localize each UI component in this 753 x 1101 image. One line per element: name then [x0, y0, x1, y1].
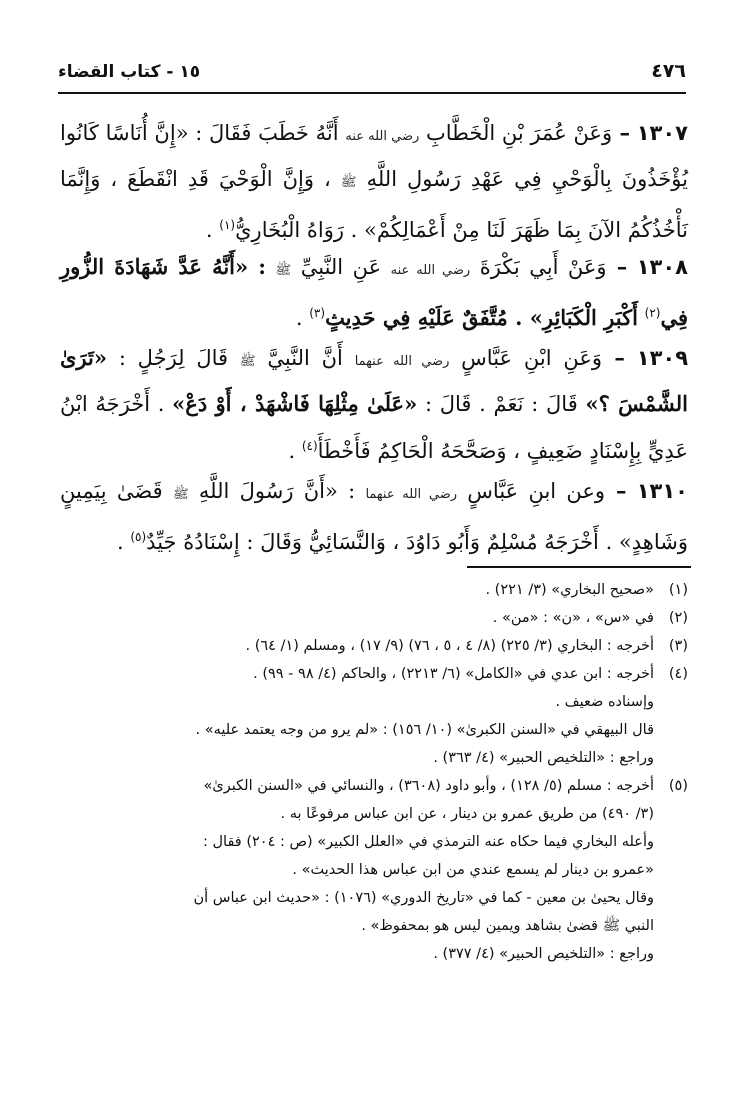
footnote-marker: (٣)	[668, 638, 688, 654]
hadith-text: . أَخْرَجَهُ ابْنُ عَدِيٍّ بِإِسْنَادٍ ضَعِيفٍ ، وَصَحَّحَهُ الْحَاكِمُ فَأَخْطَأَ	[60, 392, 688, 463]
footnote-marker: (٢)	[668, 610, 688, 626]
footnotes	[60, 576, 688, 968]
honorific-glyph: رضي الله عنهما	[354, 354, 450, 369]
hadith-separator: –	[606, 254, 628, 279]
footnote-ref[interactable]: (٥)	[130, 530, 147, 544]
hadith-separator: –	[602, 345, 625, 370]
hadith-end: .	[116, 530, 124, 554]
footnote-marker: (٥)	[668, 778, 688, 794]
footnote	[60, 632, 688, 660]
hadith-text: قَالَ : نَعَمْ . قَالَ :	[424, 392, 578, 416]
hadith-end: .	[288, 439, 296, 463]
hadith-number: ١٣٠٧	[636, 121, 688, 145]
hadith-number: ١٣٠٩	[636, 346, 689, 370]
hadith-text: وَعَنْ عُمَرَ بْنِ الْخَطَّابِ	[426, 121, 613, 145]
hadith-1309	[60, 337, 688, 472]
footnote-ref[interactable]: (٢)	[644, 306, 661, 320]
footnote-line: النبي ﷺ قضىٰ بشاهد ويمين ليس هو بمحفوظ» .	[361, 918, 654, 934]
footnote-line: أخرجه : البخاري (٣/ ٢٢٥) (٨/ ٤ ، ٥ ، ٧٦) (٩/ ١٧) ، ومسلم (١/ ٦٤) .	[245, 638, 654, 654]
footnote-line: «عمرو بن دينار لم يسمع عندي من ابن عباس هذا الحديث» .	[292, 862, 654, 878]
hadith-end: .	[295, 306, 303, 330]
honorific-glyph: رضي الله عنهما	[365, 487, 458, 502]
hadith-quote: أَكْبَرِ الْكَبَائِرِ» . مُتَّفَقٌ عَلَيْهِ فِي حَدِيثٍ	[325, 305, 638, 330]
footnote-marker: (٤)	[668, 666, 688, 682]
honorific-glyph: ﷺ	[172, 487, 189, 502]
footnote-line: وقال يحيىٰ بن معين - كما في «تاريخ الدوري» (١٠٧٦) : «حديث ابن عباس أن	[193, 890, 654, 906]
page-number: ٤٧٦	[651, 60, 686, 82]
hadith-text: قَضَىٰ بِيَمِينٍ وَشَاهِدٍ» . أَخْرَجَهُ مُسْلِمٌ وَأَبُو دَاوُدَ ، وَالنَّسَائِيُّ وَقَالَ : إِسْنَادُهُ جَيِّدٌ	[60, 479, 688, 554]
footnote-line: وأعله البخاري فيما حكاه عنه الترمذي في «العلل الكبير» (ص : ٢٠٤) فقال :	[203, 834, 654, 850]
footnote-ref[interactable]: (١)	[219, 218, 236, 232]
footnote-ref[interactable]: (٣)	[309, 306, 326, 320]
hadith-quote: «تَرَىٰ الشَّمْسَ ؟»	[60, 345, 688, 416]
hadith-quote: : «أَنَّهُ عَدَّ شَهَادَةَ الزُّورِ فِي	[60, 254, 688, 330]
running-title: ١٥ - كتاب القضاء	[58, 62, 201, 82]
honorific-glyph: رضي الله عنه	[345, 129, 420, 144]
footnote	[60, 604, 688, 632]
hadith-text: ، وَإِنَّ الْوَحْيَ قَدِ انْقَطَعَ ، وَإِنَّمَا نَأْخُذُكُمُ الآنَ بِمَا ظَهَرَ لَنَا مِنْ أَعْمَالِكُمْ» . رَوَاهُ الْبُخَارِيُّ	[60, 167, 688, 242]
page-header	[58, 58, 686, 94]
footnote	[60, 772, 688, 968]
footnote	[60, 576, 688, 604]
hadith-text: : «أَنَّ رَسُولَ اللَّهِ	[198, 479, 356, 503]
honorific-glyph: ﷺ	[239, 354, 256, 369]
hadith-text: أَنَّ النَّبِيَّ	[267, 346, 343, 370]
footnote-line: وراجع : «التلخيص الحبير» (٤/ ٣٧٧) .	[433, 946, 654, 962]
hadith-separator: –	[605, 478, 627, 503]
hadith-number: ١٣١٠	[636, 479, 688, 503]
hadith-text: وعن ابنِ عَبَّاسٍ	[467, 479, 606, 503]
footnote-marker: (١)	[668, 582, 688, 598]
footnote-line: (٣/ ٤٩٠) من طريق عمرو بن دينار ، عن ابن عباس مرفوعًا به .	[280, 806, 654, 822]
footnote-line: أخرجه : مسلم (٥/ ١٢٨) ، وأبو داود (٣٦٠٨) ، والنسائي في «السنن الكبرىٰ»	[203, 778, 654, 794]
hadith-text: قَالَ لِرَجُلٍ :	[118, 346, 229, 370]
honorific-glyph: رضي الله عنه	[390, 263, 471, 278]
hadith-number: ١٣٠٨	[636, 255, 688, 279]
footnote-divider	[467, 566, 691, 568]
hadith-end: .	[205, 218, 213, 242]
footnote	[60, 660, 688, 772]
footnote-line: «صحيح البخاري» (٣/ ٢٢١) .	[485, 582, 654, 598]
footnote-line: وراجع : «التلخيص الحبير» (٤/ ٣٦٣) .	[433, 750, 654, 766]
footnote-line: في «س» ، «ن» : «من» .	[492, 610, 654, 626]
hadith-text: وَعَنْ أَبِي بَكْرَةَ	[479, 255, 607, 279]
hadith-quote: «عَلَىٰ مِثْلِهَا فَاشْهَدْ ، أَوْ دَعْ»	[172, 391, 418, 416]
footnote-ref[interactable]: (٤)	[301, 439, 318, 453]
honorific-glyph: ﷺ	[275, 263, 292, 278]
footnote-line: قال البيهقي في «السنن الكبرىٰ» (١٠/ ١٥٦) : «لم يرو من وجه يعتمد عليه» .	[195, 722, 654, 738]
hadith-text: عَنِ النَّبِيِّ	[300, 255, 382, 279]
honorific-glyph: ﷺ	[340, 175, 357, 190]
hadith-separator: –	[612, 120, 630, 145]
hadith-text: أَنَّهُ خَطَبَ فَقَالَ : «إِنَّ أُنَاسًا كَانُوا يُؤْخَذُونَ بِالْوَحْيِ فِي عَهْدِ رَسُولِ اللَّهِ	[60, 121, 688, 191]
hadith-1307	[60, 112, 688, 251]
hadith-1310	[60, 470, 688, 563]
hadith-1308	[60, 246, 688, 339]
footnote-line: أخرجه : ابن عدي في «الكامل» (٦/ ٢٢١٣) ، والحاكم (٤/ ٩٨ - ٩٩) .	[253, 666, 654, 682]
hadith-text: وَعَنِ ابْنِ عَبَّاسٍ	[461, 346, 602, 370]
footnote-line: وإسناده ضعيف .	[555, 694, 654, 710]
